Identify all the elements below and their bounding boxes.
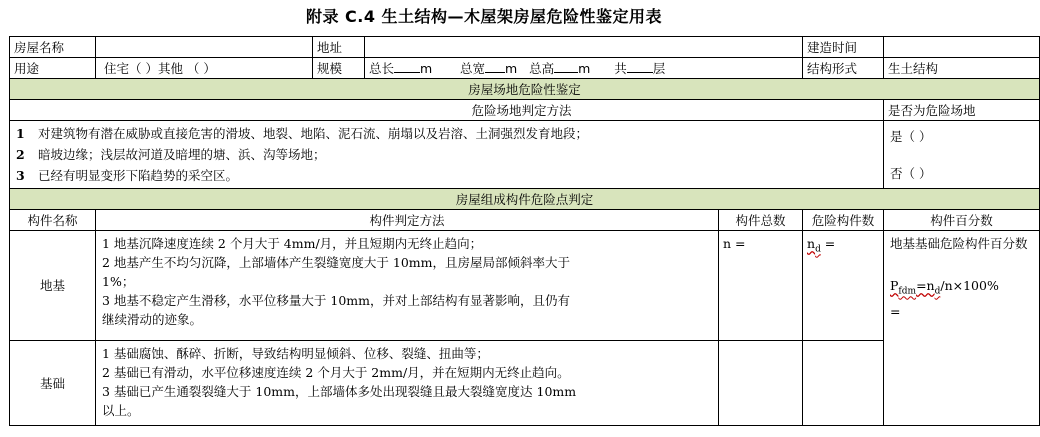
unit-m: m [420,60,433,76]
criterion-number: 1 [16,126,25,141]
criterion-line: 2 基础已有滑动，水平位移速度连续 2 个月大于 2mm/月，并在短期内无终止趋向。 [102,365,570,380]
percent-result[interactable]: = [890,303,901,319]
component-criteria [96,341,719,426]
site-criterion [16,144,797,165]
component-name: 基础 [10,341,96,426]
address-field[interactable] [365,37,803,58]
info-row-2 [10,58,1040,79]
structure-value: 生土结构 [884,58,1040,79]
site-section-header-row [10,79,1040,100]
site-criteria-row [10,121,1040,189]
criterion-text: 对建筑物有潜在威胁或直接危害的滑坡、地裂、地陷、泥石流、崩塌以及岩溶、土洞强烈发育地段； [38,126,589,141]
danger-site-yes[interactable]: 是（ ） [890,128,932,144]
address-label: 地址 [313,37,365,58]
build-time-field[interactable] [884,37,1040,58]
site-method-header-row [10,100,1040,121]
formula-tail: /n×100% [940,278,999,293]
criterion-number: 2 [16,147,25,162]
house-name-label: 房屋名称 [10,37,96,58]
danger-count-field[interactable] [803,231,884,341]
component-criteria [96,231,719,341]
unit-m: m [505,60,518,76]
site-criterion [16,165,797,186]
danger-site-options [884,121,1040,189]
formula-p: P [890,278,899,293]
page-title: 附录 C.4 生土结构—木屋架房屋危险性鉴定用表 [305,7,663,26]
col-danger-count: 危险构件数 [803,210,884,231]
component-row-subgrade [10,231,1040,341]
site-result-header: 是否为危险场地 [884,100,1040,121]
total-width-blank[interactable] [485,59,505,73]
formula-eq-n: =n [916,278,935,293]
danger-count-eq: = [820,236,836,251]
criterion-line: 1%； [102,274,135,289]
scale-field[interactable] [365,58,803,79]
site-criteria-spacer [803,121,884,189]
component-total-field[interactable] [719,341,803,426]
criterion-line: 1 基础腐蚀、酥碎、折断，导致结构明显倾斜、位移、裂缝、扭曲等； [102,346,489,361]
house-name-field[interactable] [96,37,313,58]
col-percent: 构件百分数 [884,210,1040,231]
site-section-header: 房屋场地危险性鉴定 [10,79,1040,100]
usage-label: 用途 [10,58,96,79]
floors-unit: 层 [652,60,666,76]
col-method: 构件判定方法 [96,210,719,231]
floors-total-label: 共 [614,60,627,76]
usage-value: 住宅（ ）其他 （ ） [103,60,216,76]
site-criterion [16,123,797,144]
info-row-1 [10,37,1040,58]
criterion-line: 3 基础已产生通裂裂缝大于 10mm，上部墙体多处出现裂缝且最大裂缝宽度达 10mm [102,384,577,399]
component-section-header-row [10,189,1040,210]
total-length-label: 总长 [369,60,395,76]
component-column-headers [10,210,1040,231]
build-time-label: 建造时间 [803,37,884,58]
percent-description: 地基基础危险构件百分数 [890,236,1028,251]
formula-d-subscript: d [934,286,941,297]
criterion-line: 继续滑动的迹象。 [102,312,203,327]
percent-cell [884,231,1040,426]
floors-blank[interactable] [627,59,653,73]
danger-site-no[interactable]: 否（ ） [890,165,932,181]
criterion-text: 暗坡边缘；浅层故河道及暗埋的塘、浜、沟等场地； [38,147,326,162]
col-component-name: 构件名称 [10,210,96,231]
total-height-blank[interactable] [554,59,578,73]
unit-m: m [578,60,591,76]
component-section-header: 房屋组成构件危险点判定 [10,189,1040,210]
formula-p-subscript: fdm [898,286,917,297]
usage-field[interactable] [96,58,313,79]
danger-count-symbol: n [807,236,816,251]
component-total-field[interactable]: n = [719,231,803,341]
total-length-blank[interactable] [394,59,420,73]
percent-formula [890,276,1033,302]
col-total: 构件总数 [719,210,803,231]
criterion-number: 3 [16,168,25,183]
criterion-line: 以上。 [102,403,140,418]
site-criteria-list [10,121,803,189]
scale-label: 规模 [313,58,365,79]
form-table [9,36,1040,426]
criterion-text: 已经有明显变形下陷趋势的采空区。 [38,168,239,183]
criterion-line: 1 地基沉降速度连续 2 个月大于 4mm/月，并且短期内无终止趋向； [102,236,483,251]
danger-count-field[interactable] [803,341,884,426]
danger-count-subscript: d [815,244,821,255]
site-method-header-text: 危险场地判定方法 [471,102,572,118]
component-name: 地基 [10,231,96,341]
total-width-label: 总宽 [460,60,486,76]
total-height-label: 总高 [529,60,555,76]
criterion-line: 3 地基不稳定产生滑移，水平位移量大于 10mm，并对上部结构有显著影响，且仍有 [102,293,571,308]
structure-label: 结构形式 [803,58,884,79]
site-method-header [10,100,884,121]
criterion-line: 2 地基产生不均匀沉降，上部墙体产生裂缝宽度大于 10mm，且房屋局部倾斜率大于 [102,255,571,270]
